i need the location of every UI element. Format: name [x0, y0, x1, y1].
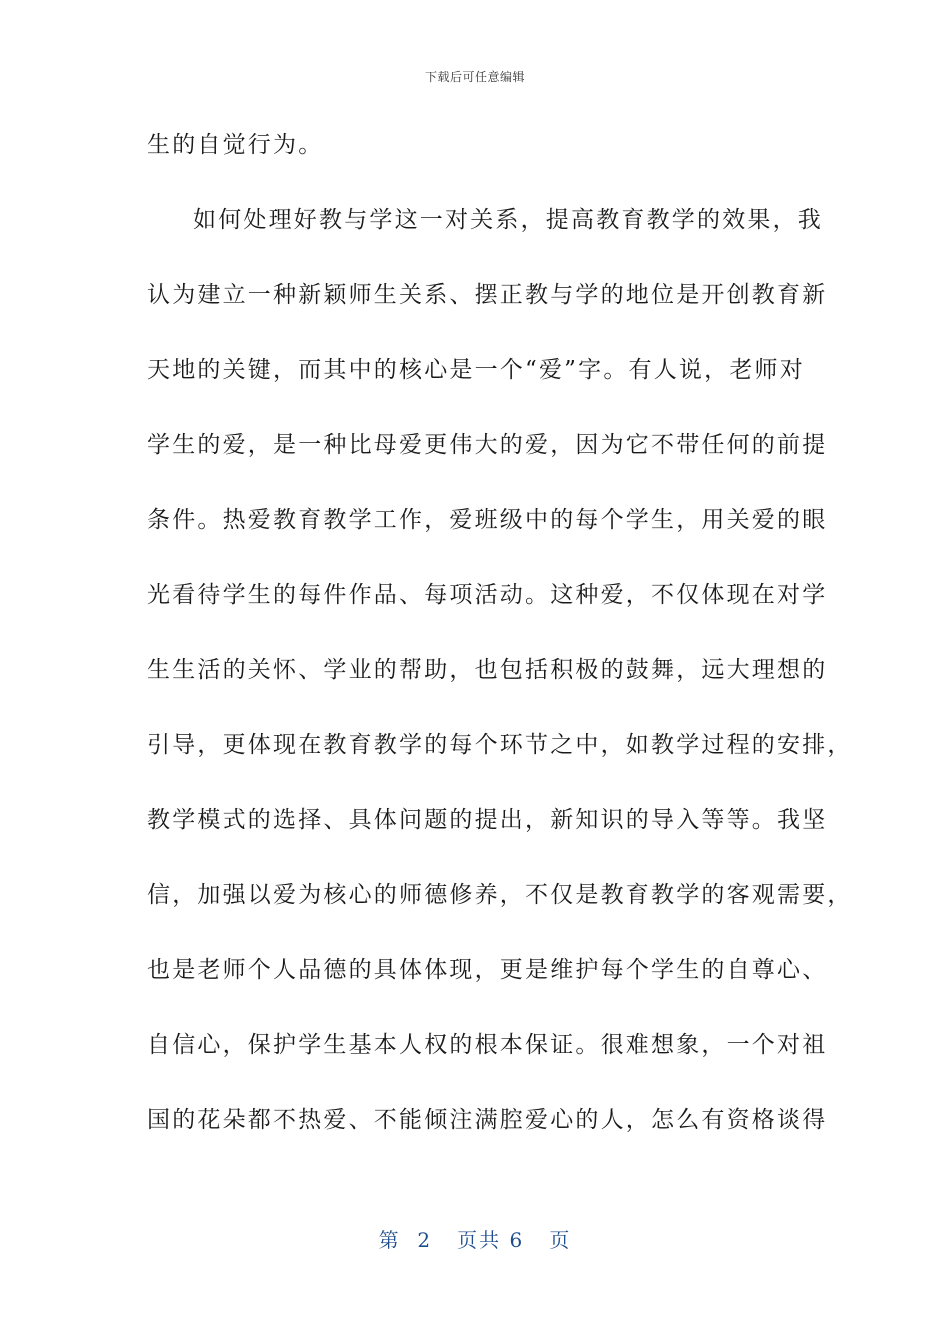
paragraph-line: 学生的爱，是一种比母爱更伟大的爱，因为它不带任何的前提	[147, 432, 828, 458]
paragraph-line: 生的自觉行为。	[147, 132, 324, 158]
page-label-prefix: 第	[378, 1228, 401, 1252]
paragraph-line: 国的花朵都不热爱、不能倾注满腔爱心的人，怎么有资格谈得	[147, 1107, 828, 1133]
current-page-number: 2	[417, 1228, 433, 1252]
page-label-suffix: 页	[549, 1228, 572, 1252]
paragraph-line: 条件。热爱教育教学工作，爱班级中的每个学生，用关爱的眼	[147, 507, 828, 533]
header-note: 下载后可任意编辑	[424, 70, 525, 84]
paragraph-line: 引导，更体现在教育教学的每个环节之中，如教学过程的安排，	[147, 732, 853, 758]
paragraph-line: 认为建立一种新颖师生关系、摆正教与学的地位是开创教育新	[147, 282, 828, 308]
paragraph-line: 也是老师个人品德的具体体现，更是维护每个学生的自尊心、	[147, 957, 828, 983]
paragraph-line: 自信心，保护学生基本人权的根本保证。很难想象，一个对祖	[147, 1032, 828, 1058]
paragraph-line: 教学模式的选择、具体问题的提出，新知识的导入等等。我坚	[147, 807, 828, 833]
paragraph-line: 光看待学生的每件作品、每项活动。这种爱，不仅体现在对学	[147, 582, 828, 608]
page-label-middle: 页共	[457, 1228, 502, 1252]
paragraph-line: 天地的关键，而其中的核心是一个“爱”字。有人说，老师对	[147, 357, 805, 383]
paragraph-line: 如何处理好教与学这一对关系，提高教育教学的效果，我	[193, 207, 823, 233]
body-text	[147, 120, 853, 1170]
paragraph-line: 信，加强以爱为核心的师德修养，不仅是教育教学的客观需要，	[147, 882, 853, 908]
paragraph-line: 生生活的关怀、学业的帮助，也包括积极的鼓舞，远大理想的	[147, 657, 828, 683]
total-pages-number: 6	[509, 1228, 525, 1252]
page-footer	[0, 1224, 950, 1253]
